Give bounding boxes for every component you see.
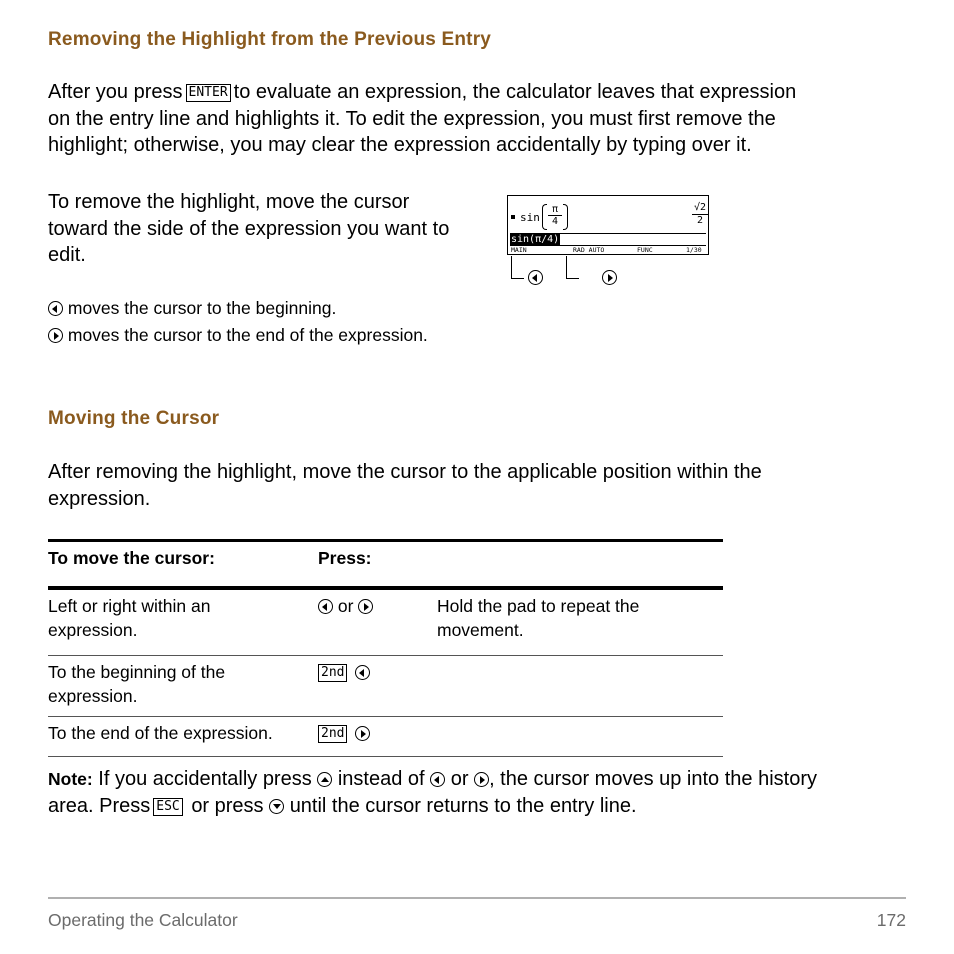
cell-text: movement. (437, 620, 524, 640)
note-text: If you accidentally press (98, 768, 312, 790)
left-arrow-icon (430, 772, 445, 787)
table-cell (318, 588, 437, 656)
status-mode: MAIN (511, 246, 527, 254)
bullet-icon (511, 215, 515, 219)
para-text: toward the side of the expression you want to (48, 217, 450, 240)
para-text: highlight; otherwise, you may clear the expression accidentally by typing over it. (48, 134, 752, 156)
cell-text: To the end of the expression. (48, 723, 273, 743)
entry-line-highlighted: sin(π/4) (511, 234, 560, 245)
left-arrow-icon (318, 599, 333, 614)
down-arrow-icon (269, 799, 284, 814)
footer-rule (48, 897, 906, 899)
left-arrow-icon (355, 665, 370, 680)
para-text: After removing the highlight, move the cursor to the applicable position within the (48, 461, 762, 483)
column-header: To move the cursor: (48, 541, 318, 589)
cell-text: or (337, 596, 354, 616)
status-history: 1/30 (686, 246, 702, 254)
moving-cursor-paragraph (48, 459, 908, 512)
fraction-denominator: 4 (548, 215, 562, 227)
left-paren-icon (542, 204, 547, 230)
description-text: moves the cursor to the beginning. (67, 298, 337, 318)
section-heading-moving-cursor: Moving the Cursor (48, 408, 220, 429)
note-paragraph (48, 766, 928, 819)
para-text: After you press (48, 81, 183, 103)
intro-paragraph (48, 79, 908, 159)
note-text: or (450, 768, 469, 790)
footer-title: Operating the Calculator (48, 910, 238, 930)
fraction-numerator: π (551, 204, 559, 215)
cell-text: Left or right within an (48, 596, 211, 616)
left-arrow-icon (528, 270, 543, 285)
table-cell (48, 656, 318, 717)
page-number: 172 (876, 910, 906, 930)
result (692, 202, 708, 227)
table-header-row (48, 541, 723, 589)
para-text: To remove the highlight, move the cursor (48, 191, 410, 213)
table-row (48, 717, 723, 757)
left-arrow-description (48, 296, 336, 320)
table-row (48, 588, 723, 656)
table-cell (437, 717, 723, 757)
callout-line (511, 256, 524, 279)
fraction (548, 204, 562, 227)
note-text: or press (191, 794, 264, 817)
note-text: until the cursor returns to the entry line. (289, 794, 637, 817)
cell-text: Hold the pad to repeat the (437, 596, 640, 616)
table-cell (437, 588, 723, 656)
table-cell (318, 717, 437, 757)
note-text: , the cursor moves up into the history (489, 768, 817, 790)
note-text: area. Press (48, 794, 151, 817)
section-heading-removing-highlight: Removing the Highlight from the Previous Entry (48, 29, 492, 50)
up-arrow-icon (317, 772, 332, 787)
right-paren-icon (563, 204, 568, 230)
para-text: on the entry line and highlights it. To edit the expression, you must first remove the (48, 107, 776, 130)
status-angle: RAD AUTO (573, 246, 605, 254)
esc-key: ESC (153, 798, 182, 816)
cell-text: To the beginning of the (48, 662, 226, 682)
note-text: instead of (337, 768, 425, 790)
right-arrow-icon (358, 599, 373, 614)
status-graph: FUNC (637, 246, 653, 254)
calculator-screen (507, 195, 709, 255)
para-text: expression. (48, 487, 151, 510)
history-expression: sin (520, 211, 540, 224)
result-denominator: 2 (692, 214, 708, 227)
result-numerator: √2 (693, 202, 707, 213)
table-cell (48, 717, 318, 757)
right-arrow-icon (48, 328, 63, 343)
note-label: Note: (48, 769, 93, 789)
remove-highlight-paragraph (48, 189, 498, 269)
cursor-movement-table (48, 539, 723, 757)
left-arrow-icon (48, 301, 63, 316)
2nd-key: 2nd (318, 725, 347, 743)
para-text: to evaluate an expression, the calculator leaves that expression (233, 81, 797, 103)
right-arrow-description (48, 323, 428, 347)
table-cell (437, 656, 723, 717)
2nd-key: 2nd (318, 664, 347, 682)
cell-text: expression. (48, 620, 138, 640)
table-row (48, 656, 723, 717)
column-header: Press: (318, 541, 437, 589)
description-text: moves the cursor to the end of the expression. (67, 325, 428, 345)
status-bar (511, 246, 706, 254)
table-cell (318, 656, 437, 717)
right-arrow-icon (355, 726, 370, 741)
enter-key: ENTER (186, 84, 231, 102)
right-arrow-icon (602, 270, 617, 285)
cell-text: expression. (48, 686, 138, 706)
table-cell (48, 588, 318, 656)
para-text: edit. (48, 244, 86, 266)
column-header-empty (437, 541, 723, 589)
right-arrow-icon (474, 772, 489, 787)
callout-line (566, 256, 579, 279)
